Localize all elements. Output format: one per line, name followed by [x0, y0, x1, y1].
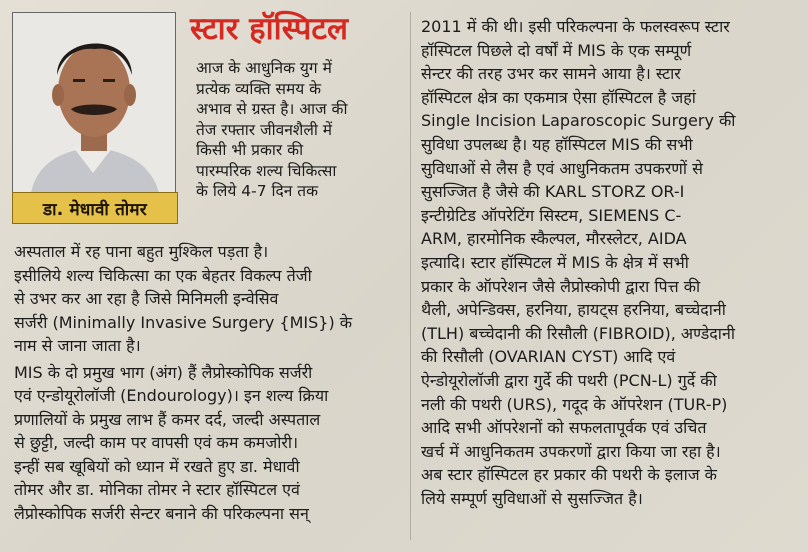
photo-caption — [12, 192, 178, 224]
text-line: थैली, अपेन्डिक्स, हरनिया, हायट्स हरनिया, बच्चेदानी — [421, 300, 726, 320]
text-line: इत्यादि। स्टार हॉस्पिटल में MIS के क्षेत्र में सभी — [421, 252, 689, 272]
text-line: प्रत्येक व्यक्ति समय के — [196, 79, 322, 98]
text-line: अस्पताल में रह पाना बहुत मुश्किल पड़ता है। — [14, 242, 269, 261]
text-line: हॉस्पिटल पिछले दो वर्षों में MIS के एक सम्पूर्ण — [421, 40, 692, 60]
text-line: एवं एन्डोयूरोलॉजी (Endourology)। इन शल्य क्रिया — [14, 386, 329, 405]
text-line: अभाव से ग्रस्त है। आज की — [196, 100, 348, 118]
text-line: सुसज्जित है जैसे की KARL STORZ OR-I — [421, 182, 685, 202]
text-line: सेन्टर की तरह उभर कर सामने आया है। स्टार — [421, 64, 681, 84]
text-line: सुविधा उपलब्ध है। यह हॉस्पिटल MIS की सभी — [421, 134, 693, 154]
text-line: अब स्टार हॉस्पिटल हर प्रकार की पथरी के इलाज के — [421, 465, 717, 485]
doctor-name: डा. मेधावी तोमर — [43, 199, 147, 220]
text-line: की रिसौली (OVARIAN CYST) आदि एवं — [421, 347, 676, 367]
text-line: के लिये 4-7 दिन तक — [196, 182, 319, 200]
text-line: नाम से जाना जाता है। — [14, 336, 141, 355]
text-line: लिये सम्पूर्ण सुविधाओं से सुसज्जित है। — [421, 488, 643, 508]
text-line: (TLH) बच्चेदानी की रिसौली (FIBROID), अण्डेदानी — [421, 323, 735, 343]
text-line: ऐन्डोयूरोलॉजी द्वारा गुर्दे की पथरी (PCN-L) गुर्दे की — [421, 370, 717, 390]
text-line: नली की पथरी (URS), गदूद के ऑपरेशन (TUR-P) — [421, 394, 728, 414]
text-line: आदि सभी ऑपरेशनों को सफलतापूर्वक एवं उचित — [421, 418, 707, 438]
text-line: पारम्परिक शल्य चिकित्सा — [196, 161, 337, 180]
text-line: इसीलिये शल्य चिकित्सा का एक बेहतर विकल्प तेजी — [14, 265, 312, 285]
text-line: इन्हीं सब खूबियों को ध्यान में रखते हुए डा. मेधावी — [14, 456, 300, 476]
text-line: लैप्रोस्कोपिक सर्जरी सेन्टर बनाने की परिकल्पना सन् — [14, 503, 309, 523]
text-line: प्रणालियों के प्रमुख लाभ हैं कमर दर्द, जल्दी अस्पताल — [14, 409, 321, 429]
body-column-left — [14, 240, 352, 525]
text-line: 2011 में की थी। इसी परिकल्पना के फलस्वरूप स्टार — [421, 17, 730, 36]
intro-paragraph — [196, 58, 347, 202]
text-line: Single Incision Laparoscopic Surgery की — [421, 111, 736, 131]
text-line: हॉस्पिटल क्षेत्र का एकमात्र ऐसा हॉस्पिटल है जहां — [421, 87, 696, 107]
column-divider — [410, 12, 411, 540]
text-line: तेज रफ्तार जीवनशैली में — [196, 120, 333, 139]
text-line: इन्टीग्रेटिड ऑपरेटिंग सिस्टम, SIEMENS C- — [421, 205, 682, 225]
text-line: प्रकार के ऑपरेशन जैसे लैप्रोस्कोपी द्वारा पित्त की — [421, 276, 701, 296]
body-column-right — [421, 15, 735, 510]
text-line: किसी भी प्रकार की — [196, 141, 304, 159]
text-line: सर्जरी (Minimally Invasive Surgery {MIS}) के — [14, 312, 353, 332]
text-line: सुविधाओं से लैस है एवं आधुनिकतम उपकरणों से — [421, 158, 703, 178]
headline: स्टार हॉस्पिटल — [190, 11, 349, 47]
text-line: MIS के दो प्रमुख भाग (अंग) हैं लैप्रोस्कोपिक सर्जरी — [14, 362, 313, 382]
text-line: से छुट्टी, जल्दी काम पर वापसी एवं कम कमजोरी। — [14, 433, 299, 452]
text-line: आज के आधुनिक युग में — [196, 59, 332, 77]
text-line: तोमर और डा. मोनिका तोमर ने स्टार हॉस्पिटल एवं — [14, 480, 300, 499]
text-line: खर्च में आधुनिकतम उपकरणों द्वारा किया जा रहा है। — [421, 441, 721, 461]
text-line: से उभर कर आ रहा है जिसे मिनिमली इन्वेसिव — [14, 289, 279, 308]
text-line: ARM, हारमोनिक स्कैल्पल, मौरस्लेटर, AIDA — [421, 229, 687, 249]
doctor-photo — [12, 12, 176, 194]
